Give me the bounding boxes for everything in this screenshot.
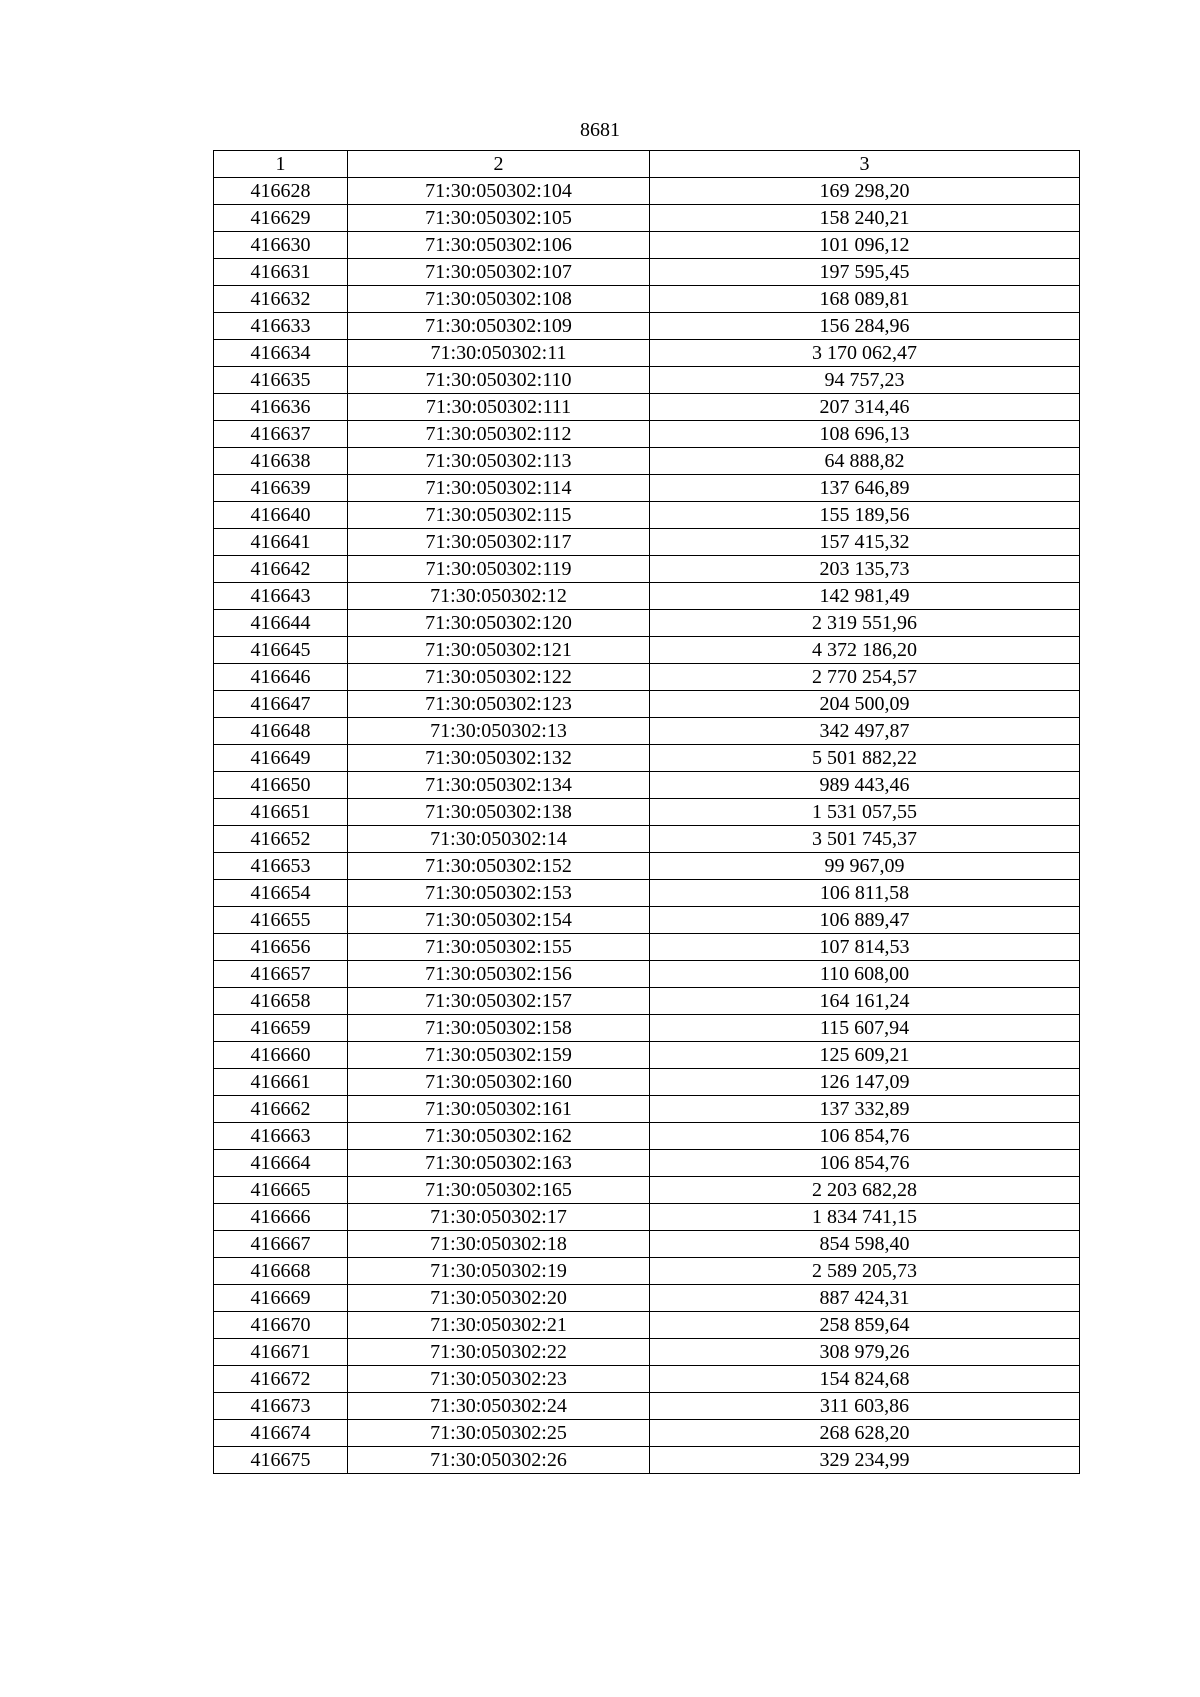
cadastral-value-cell: 142 981,49	[650, 583, 1080, 610]
cadastral-value-cell: 110 608,00	[650, 961, 1080, 988]
cadastral-number-cell: 71:30:050302:156	[348, 961, 650, 988]
cadastral-value-cell: 342 497,87	[650, 718, 1080, 745]
cadastral-number-cell: 71:30:050302:109	[348, 313, 650, 340]
row-number-cell: 416637	[214, 421, 348, 448]
cadastral-value-cell: 106 889,47	[650, 907, 1080, 934]
cadastral-value-cell: 2 319 551,96	[650, 610, 1080, 637]
column-header-3: 3	[650, 151, 1080, 178]
cadastral-value-cell: 311 603,86	[650, 1393, 1080, 1420]
cadastral-number-cell: 71:30:050302:155	[348, 934, 650, 961]
row-number-cell: 416669	[214, 1285, 348, 1312]
row-number-cell: 416657	[214, 961, 348, 988]
table-row	[214, 421, 1080, 448]
cadastral-value-cell: 258 859,64	[650, 1312, 1080, 1339]
table-row	[214, 1447, 1080, 1474]
cadastral-number-cell: 71:30:050302:23	[348, 1366, 650, 1393]
cadastral-number-cell: 71:30:050302:18	[348, 1231, 650, 1258]
row-number-cell: 416670	[214, 1312, 348, 1339]
table-row	[214, 1258, 1080, 1285]
cadastral-value-cell: 168 089,81	[650, 286, 1080, 313]
cadastral-number-cell: 71:30:050302:165	[348, 1177, 650, 1204]
cadastral-number-cell: 71:30:050302:117	[348, 529, 650, 556]
cadastral-number-cell: 71:30:050302:25	[348, 1420, 650, 1447]
row-number-cell: 416667	[214, 1231, 348, 1258]
table-row	[214, 475, 1080, 502]
cadastral-value-cell: 3 501 745,37	[650, 826, 1080, 853]
cadastral-number-cell: 71:30:050302:158	[348, 1015, 650, 1042]
cadastral-value-cell: 106 811,58	[650, 880, 1080, 907]
cadastral-value-cell: 197 595,45	[650, 259, 1080, 286]
row-number-cell: 416671	[214, 1339, 348, 1366]
cadastral-number-cell: 71:30:050302:122	[348, 664, 650, 691]
cadastral-number-cell: 71:30:050302:19	[348, 1258, 650, 1285]
row-number-cell: 416650	[214, 772, 348, 799]
table-row	[214, 772, 1080, 799]
row-number-cell: 416635	[214, 367, 348, 394]
cadastral-value-cell: 989 443,46	[650, 772, 1080, 799]
cadastral-number-cell: 71:30:050302:22	[348, 1339, 650, 1366]
row-number-cell: 416629	[214, 205, 348, 232]
cadastral-number-cell: 71:30:050302:120	[348, 610, 650, 637]
table-row	[214, 934, 1080, 961]
cadastral-number-cell: 71:30:050302:12	[348, 583, 650, 610]
cadastral-value-cell: 107 814,53	[650, 934, 1080, 961]
row-number-cell: 416647	[214, 691, 348, 718]
cadastral-number-cell: 71:30:050302:119	[348, 556, 650, 583]
row-number-cell: 416674	[214, 1420, 348, 1447]
table-row	[214, 1096, 1080, 1123]
row-number-cell: 416632	[214, 286, 348, 313]
page-number: 8681	[580, 119, 620, 141]
cadastral-value-cell: 137 646,89	[650, 475, 1080, 502]
table-row	[214, 1123, 1080, 1150]
cadastral-value-cell: 204 500,09	[650, 691, 1080, 718]
row-number-cell: 416638	[214, 448, 348, 475]
row-number-cell: 416645	[214, 637, 348, 664]
cadastral-value-table	[213, 150, 1080, 1474]
table-row	[214, 826, 1080, 853]
row-number-cell: 416652	[214, 826, 348, 853]
table-row	[214, 556, 1080, 583]
cadastral-number-cell: 71:30:050302:121	[348, 637, 650, 664]
table-row	[214, 853, 1080, 880]
cadastral-value-cell: 164 161,24	[650, 988, 1080, 1015]
cadastral-number-cell: 71:30:050302:108	[348, 286, 650, 313]
cadastral-value-cell: 158 240,21	[650, 205, 1080, 232]
cadastral-number-cell: 71:30:050302:26	[348, 1447, 650, 1474]
cadastral-number-cell: 71:30:050302:14	[348, 826, 650, 853]
cadastral-number-cell: 71:30:050302:162	[348, 1123, 650, 1150]
cadastral-number-cell: 71:30:050302:104	[348, 178, 650, 205]
table-row	[214, 961, 1080, 988]
cadastral-number-cell: 71:30:050302:123	[348, 691, 650, 718]
cadastral-number-cell: 71:30:050302:17	[348, 1204, 650, 1231]
table-body	[214, 178, 1080, 1474]
column-header-2: 2	[348, 151, 650, 178]
table-row	[214, 1231, 1080, 1258]
row-number-cell: 416649	[214, 745, 348, 772]
row-number-cell: 416654	[214, 880, 348, 907]
table-row	[214, 394, 1080, 421]
cadastral-value-cell: 155 189,56	[650, 502, 1080, 529]
cadastral-number-cell: 71:30:050302:161	[348, 1096, 650, 1123]
cadastral-number-cell: 71:30:050302:105	[348, 205, 650, 232]
table-row	[214, 448, 1080, 475]
cadastral-number-cell: 71:30:050302:132	[348, 745, 650, 772]
table-row	[214, 1420, 1080, 1447]
table-row	[214, 583, 1080, 610]
table-row	[214, 1312, 1080, 1339]
row-number-cell: 416660	[214, 1042, 348, 1069]
cadastral-value-cell: 268 628,20	[650, 1420, 1080, 1447]
table-row	[214, 718, 1080, 745]
table-row	[214, 340, 1080, 367]
row-number-cell: 416658	[214, 988, 348, 1015]
row-number-cell: 416655	[214, 907, 348, 934]
row-number-cell: 416628	[214, 178, 348, 205]
cadastral-number-cell: 71:30:050302:114	[348, 475, 650, 502]
row-number-cell: 416664	[214, 1150, 348, 1177]
table-row	[214, 637, 1080, 664]
row-number-cell: 416665	[214, 1177, 348, 1204]
row-number-cell: 416643	[214, 583, 348, 610]
cadastral-number-cell: 71:30:050302:112	[348, 421, 650, 448]
table-row	[214, 1015, 1080, 1042]
cadastral-number-cell: 71:30:050302:163	[348, 1150, 650, 1177]
table-row	[214, 1177, 1080, 1204]
row-number-cell: 416672	[214, 1366, 348, 1393]
row-number-cell: 416646	[214, 664, 348, 691]
row-number-cell: 416663	[214, 1123, 348, 1150]
cadastral-number-cell: 71:30:050302:24	[348, 1393, 650, 1420]
table-row	[214, 1366, 1080, 1393]
cadastral-number-cell: 71:30:050302:106	[348, 232, 650, 259]
header-row	[214, 151, 1080, 178]
cadastral-value-cell: 1 531 057,55	[650, 799, 1080, 826]
row-number-cell: 416641	[214, 529, 348, 556]
row-number-cell: 416653	[214, 853, 348, 880]
table-row	[214, 286, 1080, 313]
table-row	[214, 502, 1080, 529]
table-row	[214, 259, 1080, 286]
row-number-cell: 416675	[214, 1447, 348, 1474]
table-row	[214, 880, 1080, 907]
cadastral-number-cell: 71:30:050302:115	[348, 502, 650, 529]
cadastral-value-cell: 887 424,31	[650, 1285, 1080, 1312]
row-number-cell: 416659	[214, 1015, 348, 1042]
cadastral-value-cell: 125 609,21	[650, 1042, 1080, 1069]
row-number-cell: 416644	[214, 610, 348, 637]
table-row	[214, 610, 1080, 637]
table-row	[214, 205, 1080, 232]
cadastral-value-cell: 2 203 682,28	[650, 1177, 1080, 1204]
table-row	[214, 367, 1080, 394]
table-row	[214, 745, 1080, 772]
table-row	[214, 664, 1080, 691]
cadastral-value-cell: 94 757,23	[650, 367, 1080, 394]
table-row	[214, 799, 1080, 826]
cadastral-value-cell: 126 147,09	[650, 1069, 1080, 1096]
table-row	[214, 232, 1080, 259]
table-row	[214, 1150, 1080, 1177]
table-row	[214, 1339, 1080, 1366]
cadastral-number-cell: 71:30:050302:110	[348, 367, 650, 394]
cadastral-value-cell: 308 979,26	[650, 1339, 1080, 1366]
cadastral-value-cell: 108 696,13	[650, 421, 1080, 448]
cadastral-number-cell: 71:30:050302:113	[348, 448, 650, 475]
cadastral-number-cell: 71:30:050302:152	[348, 853, 650, 880]
row-number-cell: 416636	[214, 394, 348, 421]
table-row	[214, 313, 1080, 340]
column-header-1: 1	[214, 151, 348, 178]
cadastral-value-cell: 169 298,20	[650, 178, 1080, 205]
cadastral-value-cell: 101 096,12	[650, 232, 1080, 259]
table-row	[214, 1042, 1080, 1069]
table-row	[214, 1285, 1080, 1312]
row-number-cell: 416648	[214, 718, 348, 745]
cadastral-value-cell: 329 234,99	[650, 1447, 1080, 1474]
cadastral-number-cell: 71:30:050302:111	[348, 394, 650, 421]
cadastral-number-cell: 71:30:050302:154	[348, 907, 650, 934]
table-row	[214, 1204, 1080, 1231]
row-number-cell: 416639	[214, 475, 348, 502]
table-row	[214, 691, 1080, 718]
cadastral-value-cell: 64 888,82	[650, 448, 1080, 475]
row-number-cell: 416651	[214, 799, 348, 826]
cadastral-value-cell: 3 170 062,47	[650, 340, 1080, 367]
cadastral-number-cell: 71:30:050302:13	[348, 718, 650, 745]
table-row	[214, 1393, 1080, 1420]
cadastral-number-cell: 71:30:050302:160	[348, 1069, 650, 1096]
row-number-cell: 416633	[214, 313, 348, 340]
cadastral-value-cell: 106 854,76	[650, 1150, 1080, 1177]
cadastral-value-cell: 115 607,94	[650, 1015, 1080, 1042]
row-number-cell: 416662	[214, 1096, 348, 1123]
cadastral-number-cell: 71:30:050302:138	[348, 799, 650, 826]
row-number-cell: 416656	[214, 934, 348, 961]
cadastral-value-cell: 1 834 741,15	[650, 1204, 1080, 1231]
cadastral-value-cell: 4 372 186,20	[650, 637, 1080, 664]
row-number-cell: 416630	[214, 232, 348, 259]
cadastral-number-cell: 71:30:050302:134	[348, 772, 650, 799]
cadastral-value-cell: 157 415,32	[650, 529, 1080, 556]
row-number-cell: 416668	[214, 1258, 348, 1285]
cadastral-number-cell: 71:30:050302:107	[348, 259, 650, 286]
cadastral-value-cell: 156 284,96	[650, 313, 1080, 340]
cadastral-value-cell: 99 967,09	[650, 853, 1080, 880]
cadastral-value-cell: 2 589 205,73	[650, 1258, 1080, 1285]
cadastral-value-cell: 2 770 254,57	[650, 664, 1080, 691]
table-row	[214, 529, 1080, 556]
cadastral-number-cell: 71:30:050302:153	[348, 880, 650, 907]
row-number-cell: 416666	[214, 1204, 348, 1231]
row-number-cell: 416634	[214, 340, 348, 367]
cadastral-number-cell: 71:30:050302:159	[348, 1042, 650, 1069]
row-number-cell: 416661	[214, 1069, 348, 1096]
row-number-cell: 416640	[214, 502, 348, 529]
cadastral-number-cell: 71:30:050302:11	[348, 340, 650, 367]
table-header	[214, 151, 1080, 178]
cadastral-value-cell: 203 135,73	[650, 556, 1080, 583]
table-row	[214, 1069, 1080, 1096]
cadastral-value-cell: 137 332,89	[650, 1096, 1080, 1123]
row-number-cell: 416673	[214, 1393, 348, 1420]
cadastral-number-cell: 71:30:050302:20	[348, 1285, 650, 1312]
row-number-cell: 416642	[214, 556, 348, 583]
table-row	[214, 907, 1080, 934]
cadastral-value-cell: 154 824,68	[650, 1366, 1080, 1393]
table-row	[214, 178, 1080, 205]
cadastral-value-cell: 5 501 882,22	[650, 745, 1080, 772]
cadastral-value-cell: 106 854,76	[650, 1123, 1080, 1150]
cadastral-value-cell: 207 314,46	[650, 394, 1080, 421]
row-number-cell: 416631	[214, 259, 348, 286]
cadastral-value-cell: 854 598,40	[650, 1231, 1080, 1258]
cadastral-number-cell: 71:30:050302:21	[348, 1312, 650, 1339]
table-row	[214, 988, 1080, 1015]
cadastral-number-cell: 71:30:050302:157	[348, 988, 650, 1015]
